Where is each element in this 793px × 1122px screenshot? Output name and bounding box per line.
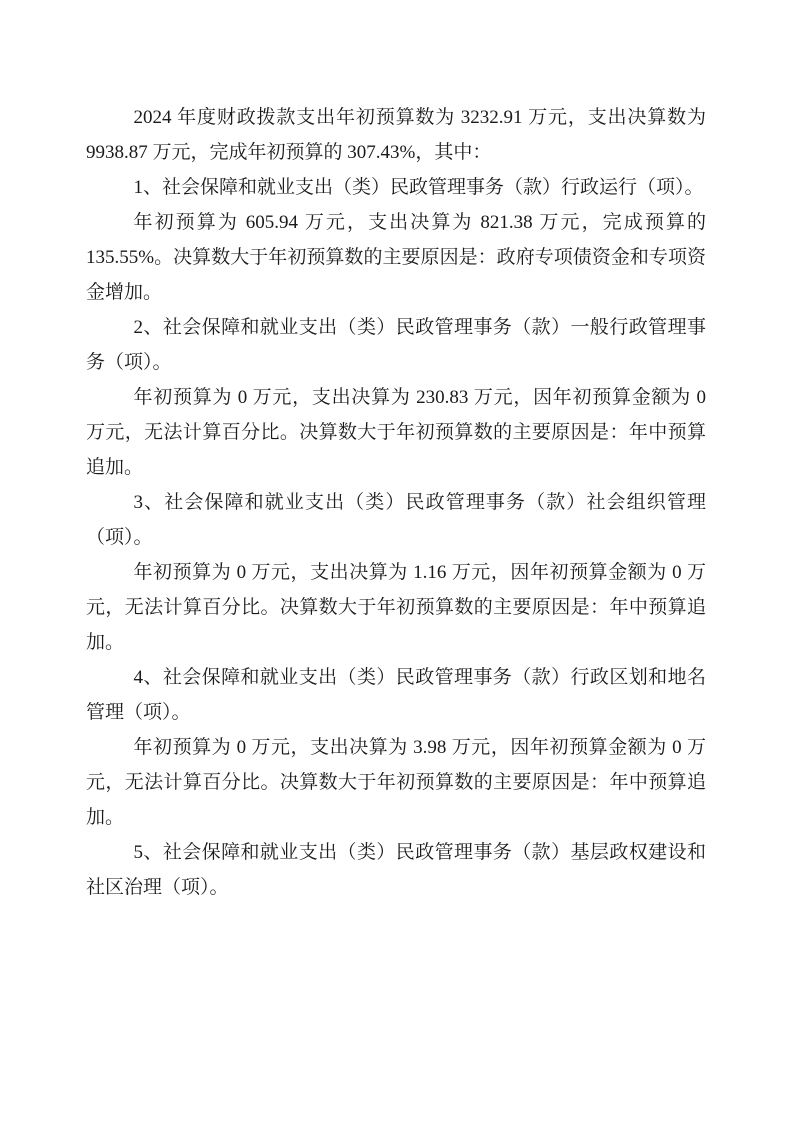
paragraph-item-4-detail: 年初预算为 0 万元，支出决算为 3.98 万元，因年初预算金额为 0 万元，无法计算百分比。决算数大于年初预算数的主要原因是：年中预算追加。 (86, 737, 706, 828)
document-body (86, 100, 706, 905)
paragraph-item-1-title: 1、社会保障和就业支出（类）民政管理事务（款）行政运行（项）。 (133, 177, 704, 198)
paragraph-item-5-title: 5、社会保障和就业支出（类）民政管理事务（款）基层政权建设和社区治理（项）。 (86, 842, 706, 898)
paragraph-item-3-detail: 年初预算为 0 万元，支出决算为 1.16 万元，因年初预算金额为 0 万元，无法计算百分比。决算数大于年初预算数的主要原因是：年中预算追加。 (86, 562, 706, 653)
paragraph-intro-summary: 2024 年度财政拨款支出年初预算数为 3232.91 万元，支出决算数为 9938.87 万元，完成年初预算的 307.43%，其中： (86, 107, 706, 163)
paragraph-item-2-title: 2、社会保障和就业支出（类）民政管理事务（款）一般行政管理事务（项）。 (86, 317, 706, 373)
paragraph-item-2-detail: 年初预算为 0 万元，支出决算为 230.83 万元，因年初预算金额为 0 万元，无法计算百分比。决算数大于年初预算数的主要原因是：年中预算追加。 (86, 387, 706, 478)
paragraph-item-1-detail: 年初预算为 605.94 万元，支出决算为 821.38 万元，完成预算的 135.55%。决算数大于年初预算数的主要原因是：政府专项债资金和专项资金增加。 (86, 212, 706, 303)
paragraph-item-3-title: 3、社会保障和就业支出（类）民政管理事务（款）社会组织管理（项）。 (86, 492, 706, 548)
paragraph-item-4-title: 4、社会保障和就业支出（类）民政管理事务（款）行政区划和地名管理（项）。 (86, 667, 706, 723)
